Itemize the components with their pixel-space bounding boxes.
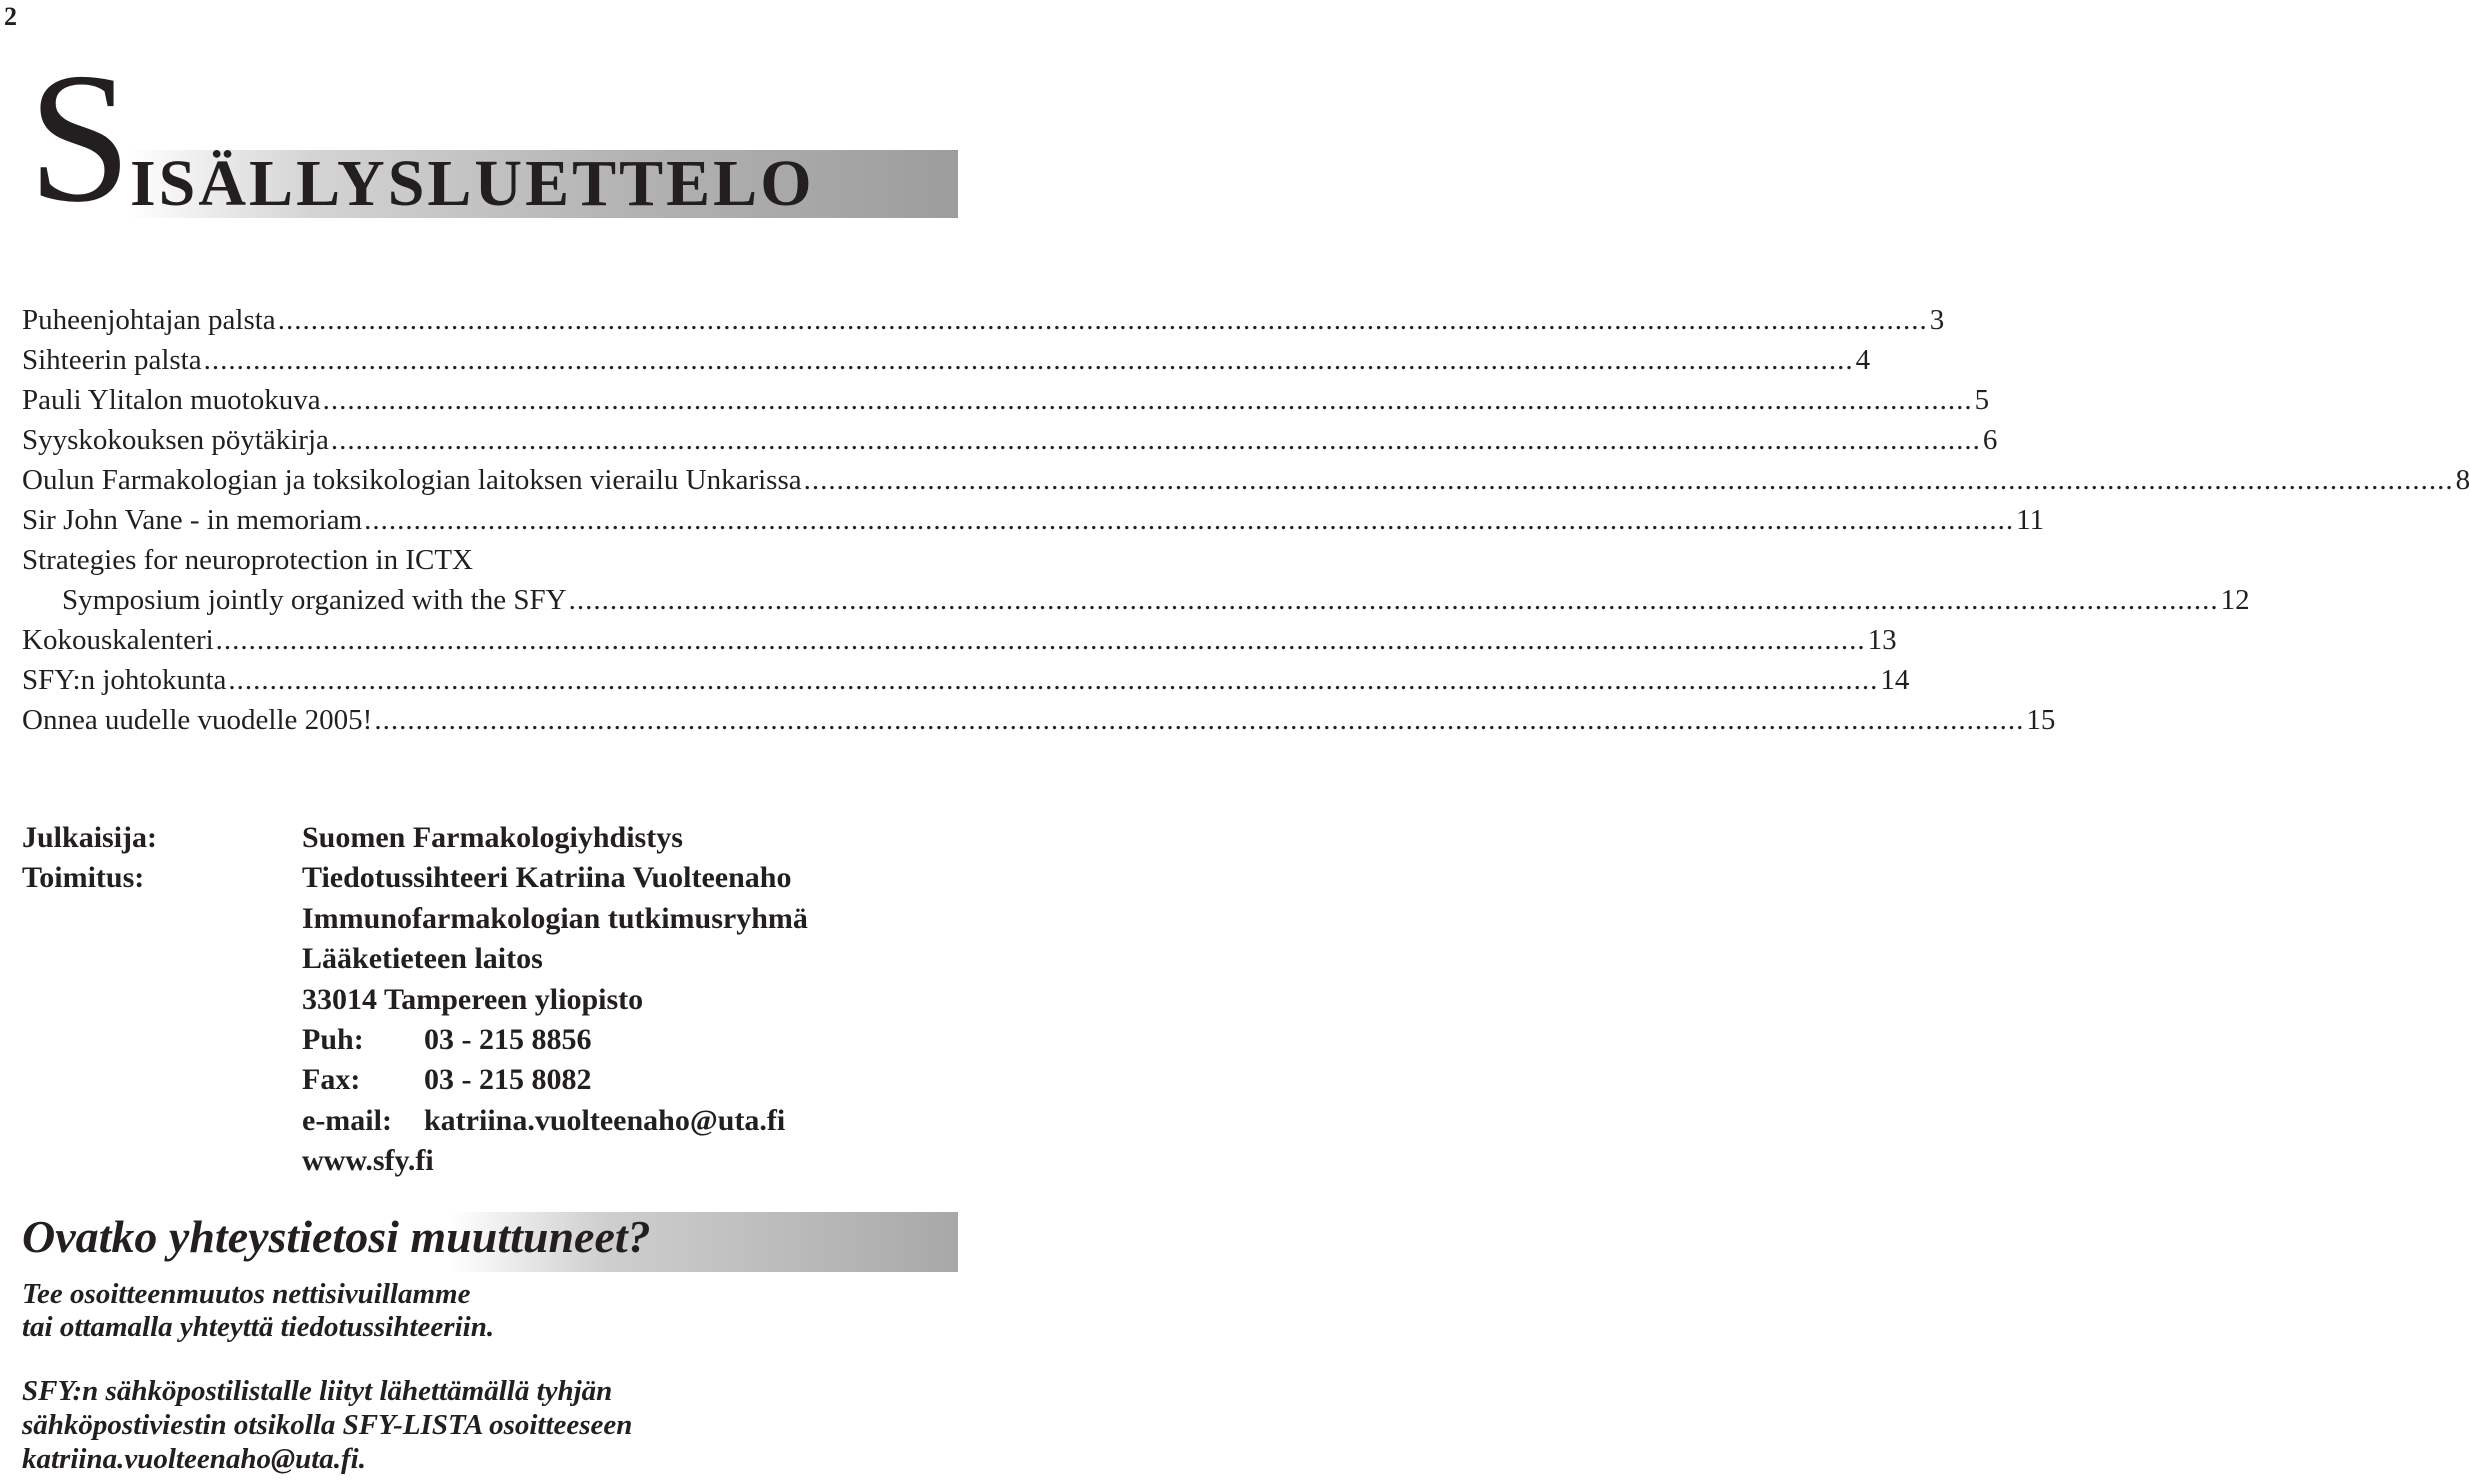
toc-item [22,420,1998,460]
toc-leader: ........................................................................................................................................................................................................ [803,464,2454,496]
toc-item [22,380,1990,420]
notice-line: katriina.vuolteenaho@uta.fi. [22,1443,366,1475]
fax-label: Fax: [302,1063,361,1097]
toc-leader: ........................................................................................................................................................................................................ [322,384,1973,416]
notice-line: Tee osoitteenmuutos nettisivuillamme [22,1278,471,1310]
phone-row [22,1020,942,1060]
toc-leader: ........................................................................................................................................................................................................ [374,704,2025,736]
editor-row [22,858,942,898]
toc-leader: ........................................................................................................................................................................................................ [364,504,2015,536]
toc-leader: ........................................................................................................................................................................................................ [215,624,1866,656]
toc-leader: ........................................................................................................................................................................................................ [277,304,1928,336]
toc-item-label: Puheenjohtajan palsta [22,304,276,336]
toc-leader: ........................................................................................................................................................................................................ [330,424,1981,456]
toc-item-page: 12 [2220,584,2250,616]
publisher-info [22,818,942,1182]
toc-item-label: Strategies for neuroprotection in ICTX [22,544,473,576]
toc-item [22,620,1897,660]
toc-item-page: 5 [1974,384,1990,416]
toc-item-page: 3 [1929,304,1945,336]
address-change-notice [22,1208,956,1476]
website-link[interactable]: www.sfy.fi [302,1144,434,1178]
editor-row [22,939,942,979]
fax-number: 03 - 215 8082 [424,1063,592,1097]
toc-item-page: 4 [1855,344,1871,376]
toc-item [22,500,2045,540]
notice-paragraph [22,1374,956,1476]
notice-paragraph [22,1278,956,1344]
fax-row [22,1060,942,1100]
toc-item-page: 15 [2026,704,2056,736]
toc-item-label: Sir John Vane - in memoriam [22,504,363,536]
editor-address: 33014 Tampereen yliopisto [302,982,644,1016]
page-number: 2 [4,2,17,31]
email-row [22,1101,942,1141]
phone-number: 03 - 215 8856 [424,1022,592,1056]
editor-name: Tiedotussihteeri Katriina Vuolteenaho [302,861,792,895]
toc-item [22,580,2250,620]
toc-item [22,660,1910,700]
phone-label: Puh: [302,1022,364,1056]
toc-item-label: SFY:n johtokunta [22,664,227,696]
notice-line: sähköpostiviestin otsikolla SFY-LISTA osoitteeseen [22,1409,633,1441]
toc-leader: ........................................................................................................................................................................................................ [203,344,1854,376]
notice-line: tai ottamalla yhteyttä tiedotussihteeriin. [22,1311,495,1343]
notice-heading: Ovatko yhteystietosi muuttuneet? [22,1211,651,1262]
editor-row [22,899,942,939]
toc-item-label: Oulun Farmakologian ja toksikologian laitoksen vierailu Unkarissa [22,464,802,496]
toc-item [22,300,1945,340]
toc-item-label: Onnea uudelle vuodelle 2005! [22,704,373,736]
toc-leader: ........................................................................................................................................................................................................ [228,664,1879,696]
title-initial: S [28,35,132,241]
editor-row [22,980,942,1020]
email-label: e-mail: [302,1103,392,1137]
page-title: ISÄLLYSLUETTELO [130,147,815,220]
publisher-label: Julkaisija: [22,821,158,854]
toc-item-label: Kokouskalenteri [22,624,214,656]
toc-item-label: Symposium jointly organized with the SFY [62,584,567,616]
toc-item [22,340,1871,380]
toc-item [22,460,2470,500]
editor-department: Lääketieteen laitos [302,942,543,976]
toc-item-page: 13 [1867,624,1897,656]
notice-line: SFY:n sähköpostilistalle liityt lähettämällä tyhjän [22,1375,613,1407]
editor-group: Immunofarmakologian tutkimusryhmä [302,901,808,935]
toc-item-page: 6 [1982,424,1998,456]
toc-item-page: 14 [1880,664,1910,696]
editor-label: Toimitus: [22,861,145,895]
toc-item [22,700,2056,740]
toc-item-label: Sihteerin palsta [22,344,202,376]
publisher-row [22,818,942,858]
toc-item-page: 11 [2016,504,2045,536]
email-address[interactable]: katriina.vuolteenaho@uta.fi [424,1103,786,1137]
website-row [22,1141,942,1181]
toc-item-label: Pauli Ylitalon muotokuva [22,384,321,416]
toc-item [22,540,956,580]
publisher-name: Suomen Farmakologiyhdistys [302,821,683,854]
toc-leader: ........................................................................................................................................................................................................ [568,584,2219,616]
toc-item-page: 8 [2455,464,2470,496]
toc-item-label: Syyskokouksen pöytäkirja [22,424,329,456]
table-of-contents [22,300,2470,740]
